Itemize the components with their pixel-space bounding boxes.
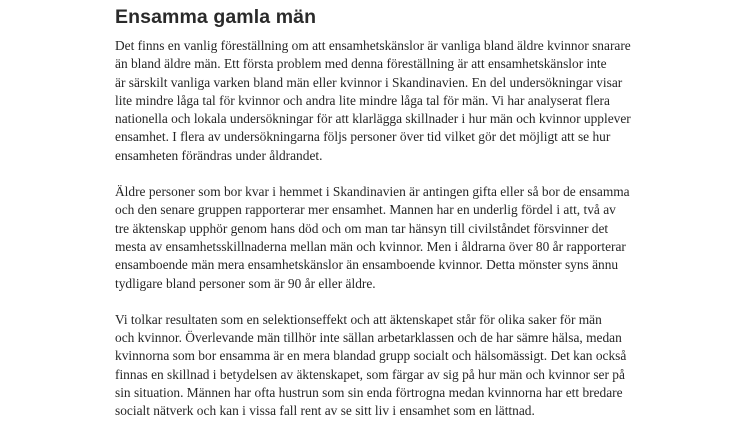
paragraph-3 [115,311,635,421]
text-line: Det finns en vanlig föreställning om att ensamhetskänslor är vanliga bland äldre kvinnor snarare [115,38,631,53]
text-line: ensamhet. I flera av undersökningarna följs personer över tid vilket gör det möjligt att se hur [115,129,611,145]
text-line: Äldre personer som bor kvar i hemmet i Skandinavien är antingen gifta eller så bor de ensamma [115,184,630,200]
text-line: tre äktenskap upphör genom hans död och om man tar hänsyn till civilståndet försvinner det [115,220,609,236]
text-line: socialt nätverk och kan i vissa fall rent av se sitt liv i ensamhet som en lättnad. [115,403,535,419]
paragraph-1 [115,37,635,165]
text-line: kvinnorna som bor ensamma är en mera blandad grupp socialt och hälsomässigt. Det kan också [115,348,627,364]
text-line: är särskilt vanliga varken bland män eller kvinnor i Skandinavien. En del undersökningar visar [115,74,623,90]
text-line: mesta av ensamhetsskillnaderna mellan män och kvinnor. Men i åldrarna över 80 år rapporterar [115,238,626,254]
text-line: än bland äldre män. Ett första problem med denna föreställning är att ensamhetskänslor inte [115,56,607,72]
text-line: lite mindre låga tal för kvinnor och andra lite mindre låga tal för män. Vi har analyserat flera [115,92,610,108]
article-title: Ensamma gamla män [115,6,317,28]
text-line: ensamboende män mera ensamhetskänslor än ensamboende kvinnor. Detta mönster syns ännu [115,257,619,273]
text-line: och den senare gruppen rapporterar mer ensamhet. Mannen har en underlig fördel i att, två av [115,202,616,218]
text-line: och kvinnor. Överlevande män tillhör inte sällan arbetarklassen och de har sämre hälsa, medan [115,330,622,346]
text-line: finnas en skillnad i betydelsen av äktenskapet, som färgar av sig på hur män och kvinnor ser på [115,366,625,382]
text-line: tydligare bland personer som är 90 år eller äldre. [115,275,376,291]
text-line: nationella och lokala undersökningar för att klarlägga skillnader i hur män och kvinnor upplever [115,111,631,127]
text-line: sin situation. Männen har ofta hustrun som sin enda förtrogna medan kvinnorna har ett bredare [115,385,623,401]
article [115,0,635,421]
paragraph-2 [115,183,635,293]
text-line: Vi tolkar resultaten som en selektionseffekt och att äktenskapet står för olika saker för män [115,311,602,327]
text-line: ensamheten förändras under åldrandet. [115,147,323,163]
